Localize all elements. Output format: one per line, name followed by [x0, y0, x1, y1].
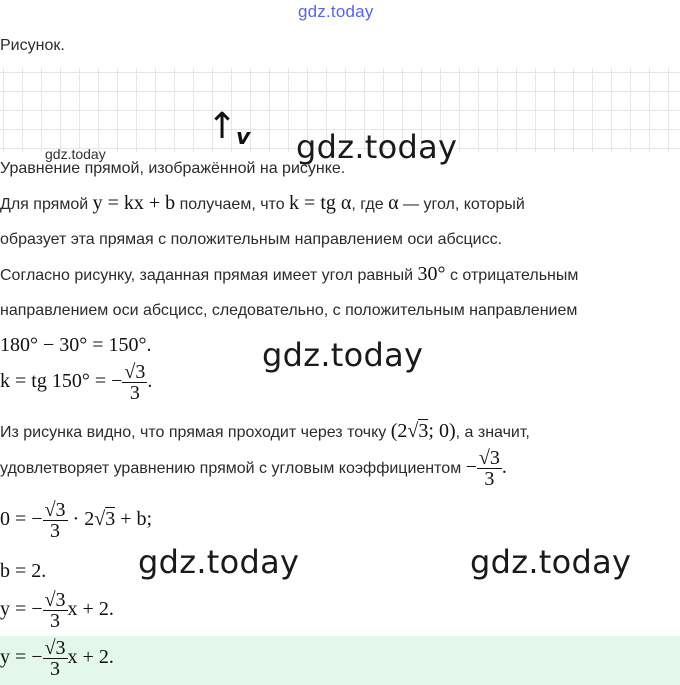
- fraction-denominator: 3: [129, 382, 140, 404]
- text-fragment: — угол, который: [403, 196, 525, 213]
- math-line: 0 = − $\frac{√3}{3}$ · 2√3 + b;: [0, 499, 153, 542]
- math-expr: (2√3; 0): [390, 420, 456, 442]
- fraction: $\frac{√3}{3}$: [44, 637, 66, 680]
- watermark: gdz.today: [138, 543, 300, 581]
- fraction: $\frac{√3}{3}$: [124, 361, 146, 404]
- text-line: [0, 448, 507, 489]
- text-fragment: удовлетворяет уравнению прямой с угловым коэффициентом: [0, 460, 462, 478]
- math-expr: 30°: [417, 263, 446, 285]
- answer-expr: y = − $\frac{√3}{3}$ x + 2.: [0, 637, 114, 680]
- text-line: [0, 192, 525, 215]
- math-expr: − $\frac{√3}{3}$ .: [465, 447, 507, 490]
- text-line: образует эта прямая с положительным направлением оси абсцисс.: [0, 231, 503, 248]
- text-fragment: получаем, что: [179, 196, 285, 213]
- math-line: y = − $\frac{√3}{3}$ x + 2.: [0, 589, 114, 632]
- sqrt-radicand: 3: [135, 361, 146, 383]
- text-fragment: Для прямой: [0, 196, 89, 213]
- arrow-up-icon: ↑: [207, 106, 238, 147]
- text-fragment: с отрицательным: [449, 267, 579, 284]
- text-line: Уравнение прямой, изображённой на рисунке.: [0, 160, 346, 177]
- watermark-small: gdz.today: [45, 146, 106, 162]
- math-expr: k = tg 150° = −: [0, 370, 123, 393]
- figure-label: v: [236, 125, 251, 150]
- text-line: направлением оси абсцисс, следовательно, с положительным направлением: [0, 302, 578, 319]
- text-fragment: Из рисунка видно, что прямая проходит через точку: [0, 424, 387, 441]
- text-fragment: , где: [351, 196, 384, 213]
- math-line: k = tg 150° = − $\frac{√3}{3}$ .: [0, 361, 153, 404]
- fraction: $\frac{√3}{3}$: [478, 447, 500, 490]
- watermark: gdz.today: [296, 128, 458, 166]
- text-fragment: , а значит,: [455, 424, 530, 441]
- watermark-top: gdz.today: [298, 2, 374, 21]
- fraction: $\frac{√3}{3}$: [44, 499, 66, 542]
- answer-box: [0, 636, 680, 685]
- math-expr: k = tg α: [289, 192, 352, 214]
- text-line: [0, 263, 578, 286]
- fraction: $\frac{√3}{3}$: [44, 589, 66, 632]
- math-line: b = 2.: [0, 560, 47, 582]
- math-expr: α: [388, 192, 399, 214]
- math-line: 180° − 30° = 150°.: [0, 334, 152, 356]
- text-line: [0, 420, 530, 443]
- text-fragment: Согласно рисунку, заданная прямая имеет угол равный: [0, 267, 414, 284]
- watermark: gdz.today: [470, 543, 632, 581]
- figure-heading: Рисунок.: [0, 37, 65, 54]
- watermark: gdz.today: [262, 336, 424, 374]
- math-expr: y = kx + b: [92, 192, 176, 214]
